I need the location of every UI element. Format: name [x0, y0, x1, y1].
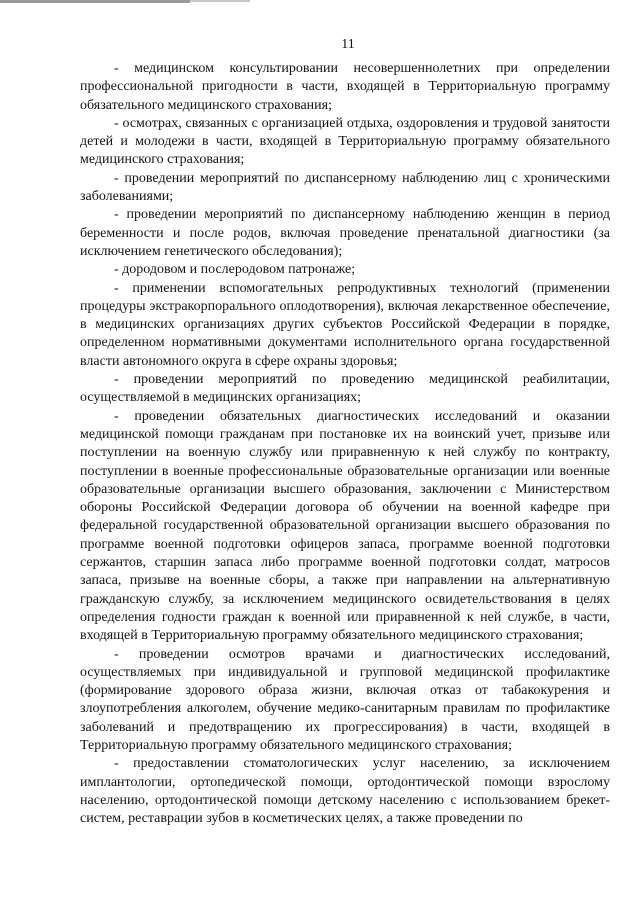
paragraph: - проведении мероприятий по диспансерному наблюдению женщин в период беременности и после родов, включая проведение пренатальной диагностики (за исключением генетического обследования);	[80, 207, 610, 259]
scan-edge-mark	[190, 0, 250, 2]
paragraph: - проведении обязательных диагностических исследований и оказании медицинской помощи гражданам при постановке их на воинский учет, призыве или поступлении на военную службу или приравненную к ней службу по контракту, поступлении в военные профессиональные образовательные организации или военные образовательные организации высшего образования, заключении с Министерством обороны Российской Федерации договора об обучении на военной кафедре при федеральной государственной образовательной организации высшего образования по программе военной подготовки офицеров запаса, программе военной подготовки сержантов, старшин запаса либо программе военной подготовки солдат, матросов запаса, призыве на военные сборы, а также при направлении на альтернативную гражданскую службу, за исключением медицинского освидетельствования в целях определения годности граждан к военной или приравненной к ней службе, в части, входящей в Территориальную программу обязательного медицинского страхования;	[80, 408, 610, 644]
paragraph: - проведении осмотров врачами и диагностических исследований, осуществляемых при индивидуальной и групповой медицинской профилактике (формирование здорового образа жизни, включая отказ от табакокурения и злоупотребления алкоголем, обучение медико-санитарным правилам по профилактике заболеваний и предотвращению их прогрессирования) в части, входящей в Территориальную программу обязательного медицинского страхования;	[80, 646, 610, 753]
paragraph: - проведении мероприятий по проведению медицинской реабилитации, осуществляемой в медицинских организациях;	[80, 372, 610, 406]
paragraph: - медицинском консультировании несовершеннолетних при определении профессиональной пригодности в части, входящей в Территориальную программу обязательного медицинского страхования;	[80, 61, 610, 113]
page-number: 11	[341, 37, 355, 52]
document-body	[80, 60, 610, 828]
paragraph: - предоставлении стоматологических услуг населению, за исключением имплантологии, ортопедической помощи, ортодонтической помощи взрослому населению, ортодонтической помощи детскому населению с использованием брекет-систем, реставрации зубов в косметических целях, а также проведении по	[80, 756, 610, 827]
paragraph: - применении вспомогательных репродуктивных технологий (применении процедуры экстракорпорального оплодотворения), включая лекарственное обеспечение, в медицинских организациях других субъектов Российской Федерации в порядке, определенном нормативными документами исполнительного органа государственной власти автономного округа в сфере охраны здоровья;	[80, 280, 610, 369]
paragraph: - дородовом и послеродовом патронаже;	[114, 262, 356, 278]
scan-edge-mark	[0, 0, 190, 3]
paragraph: - осмотрах, связанных с организацией отдыха, оздоровления и трудовой занятости детей и молодежи в части, входящей в Территориальную программу обязательного медицинского страхования;	[80, 115, 610, 168]
paragraph: - проведении мероприятий по диспансерному наблюдению лиц с хроническими заболеваниями;	[80, 170, 610, 205]
